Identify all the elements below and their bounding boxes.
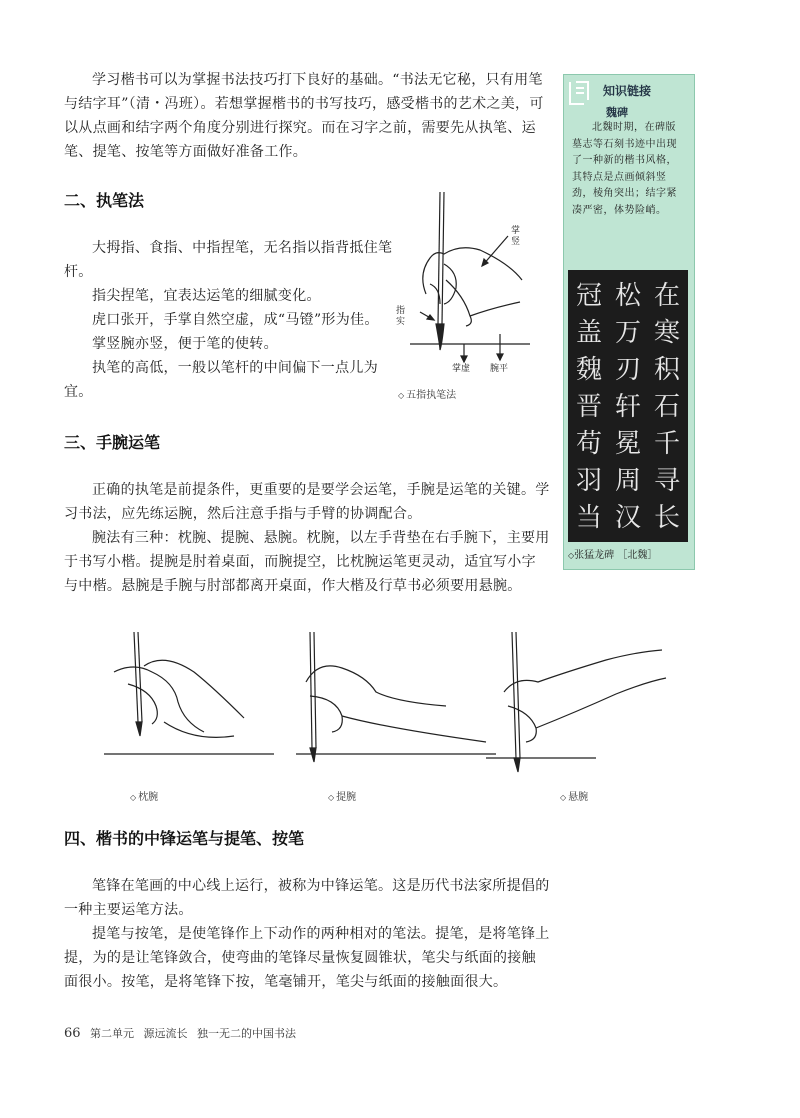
suspended-wrist-caption — [560, 788, 588, 803]
five-finger-caption — [398, 386, 456, 401]
holding-para-1: 大拇指、食指、中指捏笔，无名指以指背抵住笔杆。 — [64, 240, 393, 280]
pillow-wrist-caption — [130, 788, 158, 803]
sidebar-text: 北魏时期，在碑版墓志等石刻书迹中出现了一种新的楷书风格，其特点是点画倾斜竖劲，棱角突出；结字紧凑严密，体势险峭。 — [572, 122, 677, 216]
footer-book-title: 独一无二的中国书法 — [197, 1027, 297, 1040]
rubbing-char: 冠 — [575, 281, 602, 311]
holding-para-4: 掌竖腕亦竖，便于笔的使转。 — [92, 336, 278, 352]
rubbing-char: 松 — [614, 281, 641, 311]
holding-para-2: 指尖捏笔，宜表达运笔的细腻变化。 — [92, 288, 321, 304]
caption-diamond-icon: ◇ — [398, 391, 405, 400]
section-heading-wrist: 三、手腕运笔 — [64, 433, 161, 452]
rubbing-char: 积 — [653, 355, 680, 385]
sidebar-title: 知识链接 — [603, 84, 652, 98]
rubbing-char: 苟 — [575, 429, 602, 459]
caption-diamond-icon: ◇ — [328, 793, 335, 802]
five-finger-caption-text: 五指执笔法 — [406, 390, 457, 401]
rubbing-char: 羽 — [575, 466, 602, 496]
label-palm-upright: 掌竖 — [511, 226, 521, 247]
page-footer — [64, 1025, 302, 1041]
rubbing-char: 魏 — [575, 355, 602, 385]
rubbing-char: 当 — [575, 503, 602, 533]
label-fingertips: 指实 — [396, 306, 406, 327]
pillow-wrist-caption-text: 枕腕 — [138, 792, 159, 803]
label-wrist-flat: 腕平 — [490, 364, 509, 374]
rubbing-char: 汉 — [614, 503, 641, 533]
rubbing-caption-era: ［北魏］ — [617, 550, 658, 561]
suspended-wrist-caption-text: 悬腕 — [568, 792, 589, 803]
rubbing-column — [570, 278, 608, 537]
wrist-para-1: 正确的执笔是前提条件，更重要的是要学会运笔，手腕是运笔的关键。学习书法，应先练运腕，然后注意手指与手臂的协调配合。 — [64, 482, 550, 522]
holding-para-5: 执笔的高低，一般以笔杆的中间偏下一点儿为宜。 — [64, 360, 378, 400]
intro-paragraph: 学习楷书可以为掌握书法技巧打下良好的基础。“书法无它秘，只有用笔与结字耳”（清・冯班）。若想掌握楷书的书写技巧，感受楷书的艺术之美，可以从点画和结字两个角度分别进行探究。而在习字之前，需要先从执笔、运笔、提笔、按笔等方面做好准备工作。 — [64, 72, 544, 160]
rubbing-char: 轩 — [614, 392, 641, 422]
rubbing-char: 刃 — [614, 355, 641, 385]
raised-wrist-caption — [328, 788, 356, 803]
rubbing-caption-text: 张猛龙碑 — [574, 550, 615, 561]
suspended-wrist-illustration — [486, 632, 686, 782]
rubbing-char: 盖 — [575, 318, 602, 348]
sidebar-subtitle: 魏碑 — [606, 106, 628, 119]
rubbing-column — [648, 278, 686, 537]
caption-diamond-icon: ◇ — [560, 793, 567, 802]
caption-diamond-icon: ◇ — [568, 551, 575, 560]
pillow-wrist-illustration — [104, 632, 284, 782]
rubbing-char: 长 — [653, 503, 680, 533]
center-tip-para-1: 笔锋在笔画的中心线上运行，被称为中锋运笔。这是历代书法家所提倡的一种主要运笔方法。 — [64, 878, 550, 918]
rubbing-char: 在 — [653, 281, 680, 311]
rubbing-char: 石 — [653, 392, 680, 422]
caption-diamond-icon: ◇ — [130, 793, 137, 802]
wrist-para-2: 腕法有三种：枕腕、提腕、悬腕。枕腕，以左手背垫在右手腕下，主要用于书写小楷。提腕是肘着桌面，而腕提空，比枕腕运笔更灵动，适宜写小字与中楷。悬腕是手腕与肘部都离开桌面，作大楷及行草书必须要用悬腕。 — [64, 530, 550, 594]
rubbing-column — [609, 278, 647, 537]
rubbing-char: 寒 — [653, 318, 680, 348]
rubbing-char: 晋 — [575, 392, 602, 422]
rubbing-caption — [568, 546, 657, 561]
rubbing-char: 冕 — [614, 429, 641, 459]
book-icon — [566, 78, 594, 108]
footer-unit: 第二单元 — [90, 1027, 135, 1040]
raised-wrist-illustration — [296, 632, 496, 782]
section-heading-holding-brush: 二、执笔法 — [64, 191, 145, 210]
label-palm-hollow: 掌虚 — [452, 364, 471, 374]
section-heading-center-tip: 四、楷书的中锋运笔与提笔、按笔 — [64, 829, 305, 848]
raised-wrist-caption-text: 提腕 — [336, 792, 357, 803]
rubbing-char: 千 — [653, 429, 680, 459]
page-number: 66 — [64, 1026, 81, 1041]
rubbing-char: 寻 — [653, 466, 680, 496]
footer-unit-title: 源远流长 — [143, 1027, 188, 1040]
rubbing-image — [568, 270, 688, 542]
rubbing-char: 周 — [614, 466, 641, 496]
five-finger-illustration — [400, 184, 540, 384]
holding-para-3: 虎口张开，手掌自然空虚，成“马镫”形为佳。 — [92, 312, 379, 328]
rubbing-char: 万 — [614, 318, 641, 348]
center-tip-para-2: 提笔与按笔，是使笔锋作上下动作的两种相对的笔法。提笔，是将笔锋上提，为的是让笔锋敛合，使弯曲的笔锋尽量恢复圆锥状，笔尖与纸面的接触面很小。按笔，是将笔锋下按，笔毫铺开，笔尖与纸面的接触面很大。 — [64, 926, 550, 990]
